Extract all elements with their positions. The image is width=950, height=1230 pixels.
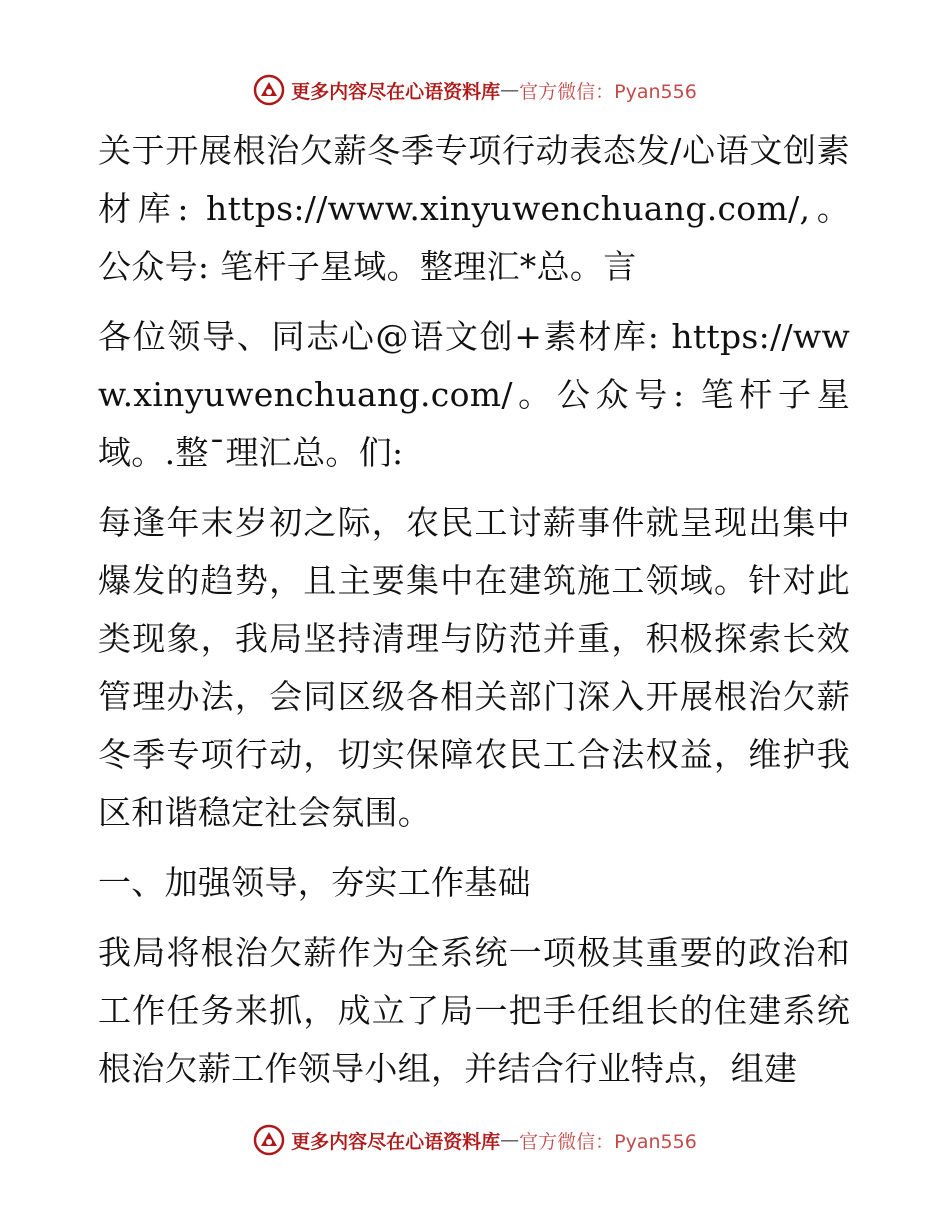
watermark-separator: — bbox=[500, 79, 520, 101]
logo-icon bbox=[253, 74, 285, 106]
logo-icon bbox=[253, 1124, 285, 1156]
salutation-paragraph: 各位领导、同志心@语文创+素材库: https://www.xinyuwenchuang.com/。公众号: 笔杆子星域。.整¯理汇总。们: bbox=[98, 317, 850, 472]
watermark-text: 更多内容尽在心语资料库 bbox=[291, 1130, 501, 1153]
document-title-paragraph: 关于开展根治欠薪冬季专项行动表态发/心语文创素材库: https://www.xinyuwenchuang.com/,。公众号: 笔杆子星域。整理汇*总。言 bbox=[98, 131, 850, 286]
body-paragraph: 我局将根治欠薪作为全系统一项极其重要的政治和工作任务来抓，成立了局一把手任组长的住建系统根治欠薪工作领导小组，并结合行业特点，组建 bbox=[98, 933, 850, 1088]
watermark-separator: — bbox=[500, 1129, 520, 1151]
document-body bbox=[98, 122, 850, 1098]
watermark-contact: 官方微信：Pyan556 bbox=[519, 80, 697, 103]
section-heading: 一、加强领导，夯实工作基础 bbox=[98, 863, 531, 902]
footer-watermark bbox=[0, 1120, 950, 1160]
header-watermark bbox=[0, 70, 950, 110]
watermark-text: 更多内容尽在心语资料库 bbox=[291, 80, 501, 103]
intro-paragraph: 每逢年末岁初之际，农民工讨薪事件就呈现出集中爆发的趋势，且主要集中在建筑施工领域。针对此类现象，我局坚持清理与防范并重，积极探索长效管理办法，会同区级各相关部门深入开展根治欠薪冬季专项行动，切实保障农民工合法权益，维护我区和谐稳定社会氛围。 bbox=[98, 503, 850, 832]
watermark-contact: 官方微信：Pyan556 bbox=[519, 1130, 697, 1153]
